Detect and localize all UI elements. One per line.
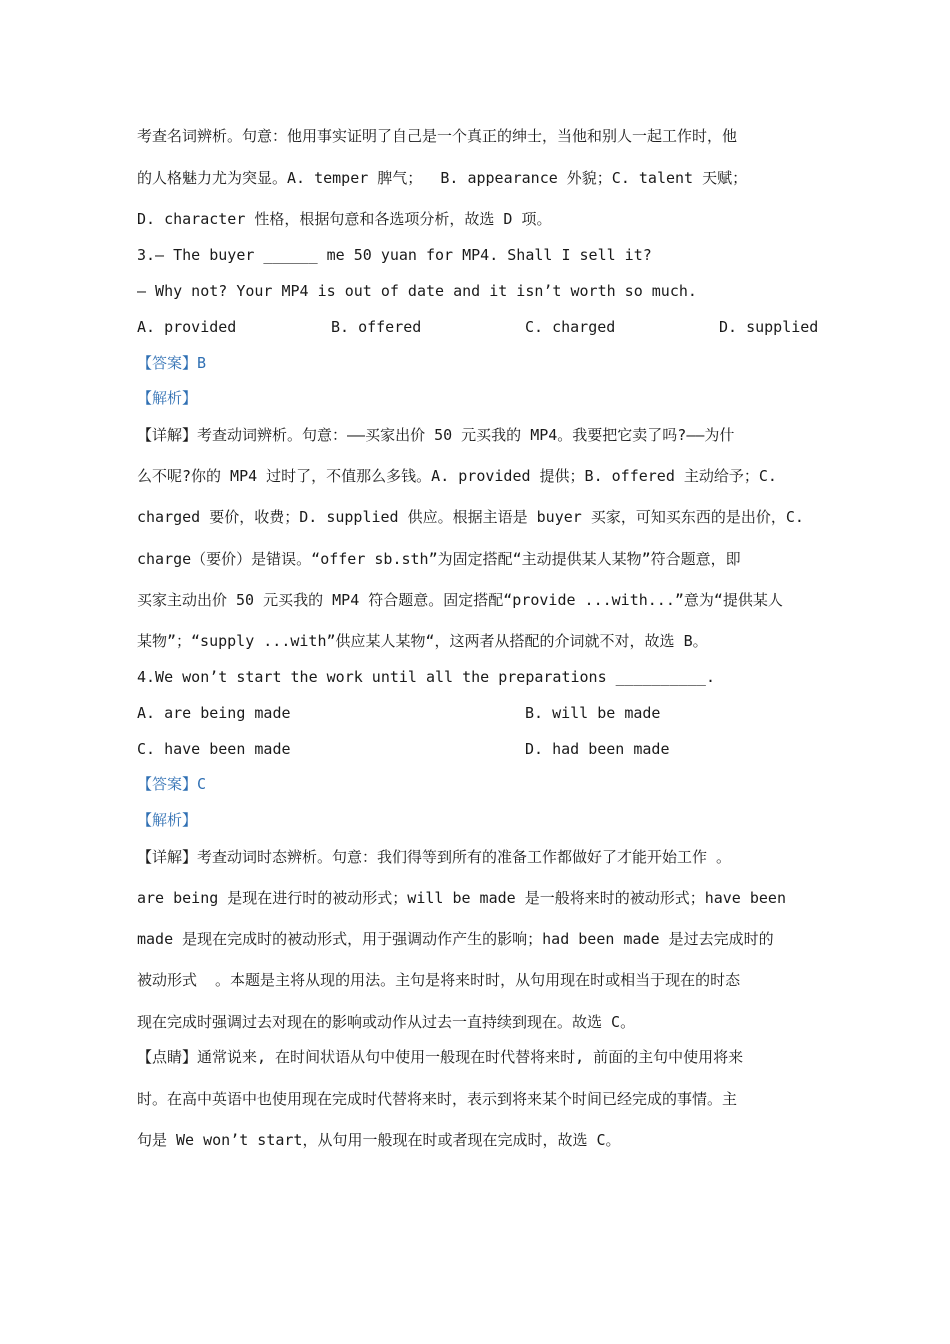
- q3-analysis-heading: 【解析】: [137, 389, 198, 407]
- q4-option-a: A. are being made: [137, 704, 291, 722]
- q3-answer: 【答案】B: [137, 354, 207, 372]
- q4-detail-line-5: 现在完成时强调过去对现在的影响或动作从过去一直持续到现在。故选 C。: [137, 1013, 636, 1031]
- q3-option-b: B. offered: [331, 318, 422, 336]
- q3-stem-line-1: 3.— The buyer ______ me 50 yuan for MP4. Shall I sell it?: [137, 246, 652, 264]
- q4-analysis-heading: 【解析】: [137, 811, 198, 829]
- q3-detail-line-3: charged 要价，收费；D. supplied 供应。根据主语是 buyer 买家，可知买东西的是出价，C.: [137, 508, 804, 526]
- q4-option-d: D. had been made: [525, 740, 670, 758]
- q2-explain-line-3: D. character 性格，根据句意和各选项分析，故选 D 项。: [137, 210, 552, 228]
- q3-detail-line-4: charge（要价）是错误。“offer sb.sth”为固定搭配“主动提供某人某物”符合题意，即: [137, 550, 741, 568]
- q3-option-d: D. supplied: [719, 318, 819, 336]
- q3-detail-line-2: 么不呢?你的 MP4 过时了，不值那么多钱。A. provided 提供；B. offered 主动给予；C.: [137, 467, 777, 485]
- q3-option-c: C. charged: [525, 318, 616, 336]
- q2-explain-line-2: 的人格魅力尤为突显。A. temper 脾气； B. appearance 外貌；C. talent 天赋；: [137, 169, 748, 187]
- q4-detail-line-4: 被动形式 。本题是主将从现的用法。主句是将来时时，从句用现在时或相当于现在的时态: [137, 971, 741, 989]
- q4-stem: 4.We won’t start the work until all the preparations __________.: [137, 668, 715, 686]
- q4-option-b: B. will be made: [525, 704, 661, 722]
- q3-option-a: A. provided: [137, 318, 237, 336]
- q4-detail-line-1: 【详解】考查动词时态辨析。句意：我们得等到所有的准备工作都做好了才能开始工作 。: [137, 848, 732, 866]
- q4-detail-line-3: made 是现在完成时的被动形式，用于强调动作产生的影响；had been made 是过去完成时的: [137, 930, 774, 948]
- q4-tip-line-3: 句是 We won’t start，从句用一般现在时或者现在完成时，故选 C。: [137, 1131, 621, 1149]
- q3-detail-line-1: 【详解】考查动词辨析。句意：——买家出价 50 元买我的 MP4。我要把它卖了吗?——为什: [137, 426, 735, 444]
- q4-option-c: C. have been made: [137, 740, 291, 758]
- q4-answer: 【答案】C: [137, 775, 207, 793]
- q2-explain-line-1: 考查名词辨析。句意：他用事实证明了自己是一个真正的绅士，当他和别人一起工作时，他: [137, 127, 738, 145]
- q3-detail-line-5: 买家主动出价 50 元买我的 MP4 符合题意。固定搭配“provide ...with...”意为“提供某人: [137, 591, 783, 609]
- q4-detail-line-2: are being 是现在进行时的被动形式；will be made 是一般将来时的被动形式；have been: [137, 889, 786, 907]
- q3-stem-line-2: — Why not? Your MP4 is out of date and it isn’t worth so much.: [137, 282, 697, 300]
- q4-tip-line-2: 时。在高中英语中也使用现在完成时代替将来时，表示到将来某个时间已经完成的事情。主: [137, 1090, 738, 1108]
- q4-tip-line-1: 【点睛】通常说来, 在时间状语从句中使用一般现在时代替将来时, 前面的主句中使用将来: [137, 1048, 744, 1066]
- q3-detail-line-6: 某物”；“supply ...with”供应某人某物“，这两者从搭配的介词就不对，故选 B。: [137, 632, 708, 650]
